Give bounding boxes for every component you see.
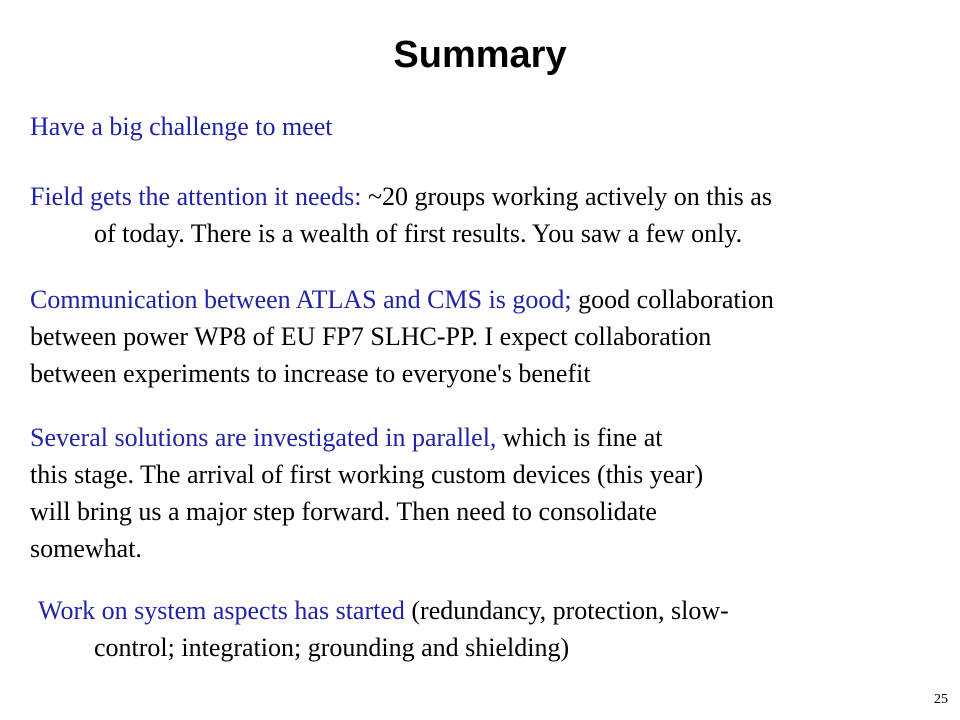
- attention-highlight: Field gets the attention it needs:: [30, 182, 362, 211]
- communication-line3: between experiments to increase to everyone's benefit: [30, 359, 591, 388]
- paragraph-solutions: [30, 419, 703, 567]
- slide-number: 25: [934, 692, 948, 707]
- attention-rest: ~20 groups working actively on this as: [361, 182, 772, 211]
- system-aspects-line2: control; integration; grounding and shielding): [94, 633, 570, 662]
- communication-line2: between power WP8 of EU FP7 SLHC-PP. I expect collaboration: [30, 322, 712, 351]
- challenge-text: Have a big challenge to meet: [30, 112, 333, 141]
- system-aspects-rest: (redundancy, protection, slow-: [404, 596, 729, 625]
- solutions-line3: will bring us a major step forward. Then need to consolidate: [30, 497, 657, 526]
- slide-title: Summary: [393, 34, 567, 76]
- paragraph-attention: [30, 178, 772, 252]
- attention-line2: of today. There is a wealth of first results. You saw a few only.: [94, 219, 743, 248]
- solutions-highlight: Several solutions are investigated in parallel,: [30, 423, 497, 452]
- system-aspects-highlight: Work on system aspects has started: [38, 596, 405, 625]
- paragraph-challenge: [30, 108, 332, 145]
- paragraph-system-aspects: [30, 592, 729, 666]
- solutions-line2: this stage. The arrival of first working custom devices (this year): [30, 460, 704, 489]
- paragraph-communication: [30, 281, 774, 392]
- solutions-rest: which is fine at: [496, 423, 663, 452]
- communication-highlight: Communication between ATLAS and CMS is good;: [30, 285, 572, 314]
- communication-rest: good collaboration: [571, 285, 774, 314]
- solutions-line4: somewhat.: [30, 534, 142, 563]
